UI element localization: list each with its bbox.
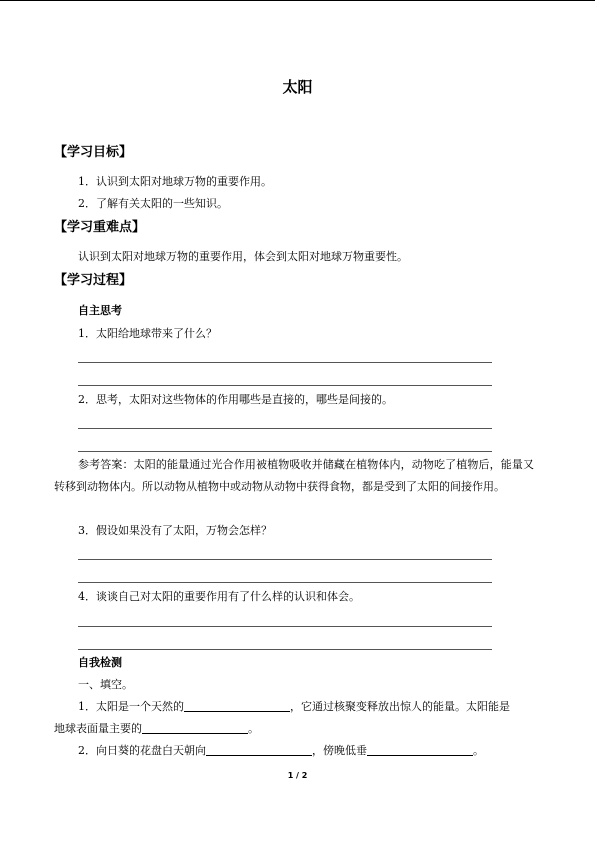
key-points-heading: 【学习重难点】 [54,220,146,235]
answer-line [78,559,492,560]
question-4: 4．谈谈自己对太阳的重要作用有了什么样的认识和体会。 [78,590,360,603]
goals-heading: 【学习目标】 [54,145,133,160]
question-1: 1．太阳给地球带来了什么？ [78,327,217,340]
key-points-text: 认识到太阳对地球万物的重要作用，体会到太阳对地球万物重要性。 [78,250,408,263]
fill-blank[interactable] [184,699,290,712]
answer-line [78,626,492,627]
fill-text: 。 [248,722,259,735]
self-thinking-heading: 自主思考 [78,304,122,317]
fill-text: 2．向日葵的花盘白天朝向 [78,744,206,757]
reference-answer: 参考答案：太阳的能量通过光合作用被植物吸收并储藏在植物体内，动物吃了植物后，能量又转移到动物体内。所以动物从植物中或动物从动物中获得食物，都是受到了太阳的间接作用。 [54,458,534,493]
fill-blank[interactable] [142,721,248,734]
answer-line [78,428,492,429]
question-3: 3．假设如果没有了太阳，万物会怎样？ [78,524,272,537]
answer-line [78,451,492,452]
fill-question-2 [78,743,484,759]
answer-line [78,582,492,583]
question-2: 2．思考，太阳对这些物体的作用哪些是直接的，哪些是间接的。 [78,393,393,406]
answer-line [78,362,492,363]
fill-blank[interactable] [206,743,312,756]
fill-question-1 [78,699,510,715]
fill-blank-section-label: 一、填空。 [78,678,133,691]
fill-text: ，傍晚低垂 [312,744,367,757]
answer-line [78,649,492,650]
process-heading: 【学习过程】 [54,273,133,288]
fill-text: 1．太阳是一个天然的 [78,700,184,713]
page-top-border [0,0,595,1]
fill-blank[interactable] [367,743,473,756]
page-title: 太阳 [282,78,313,96]
page-number: 1 / 2 [287,771,308,780]
fill-question-1-cont [54,721,259,737]
answer-line [78,385,492,386]
fill-text: ，它通过核聚变释放出惊人的能量。太阳能是 [290,700,510,713]
fill-text: 地球表面量主要的 [54,722,142,735]
self-check-heading: 自我检测 [78,656,122,669]
goal-item-1: 1．认识到太阳对地球万物的重要作用。 [78,175,272,188]
fill-text: 。 [473,744,484,757]
goal-item-2: 2．了解有关太阳的一些知识。 [78,197,228,210]
